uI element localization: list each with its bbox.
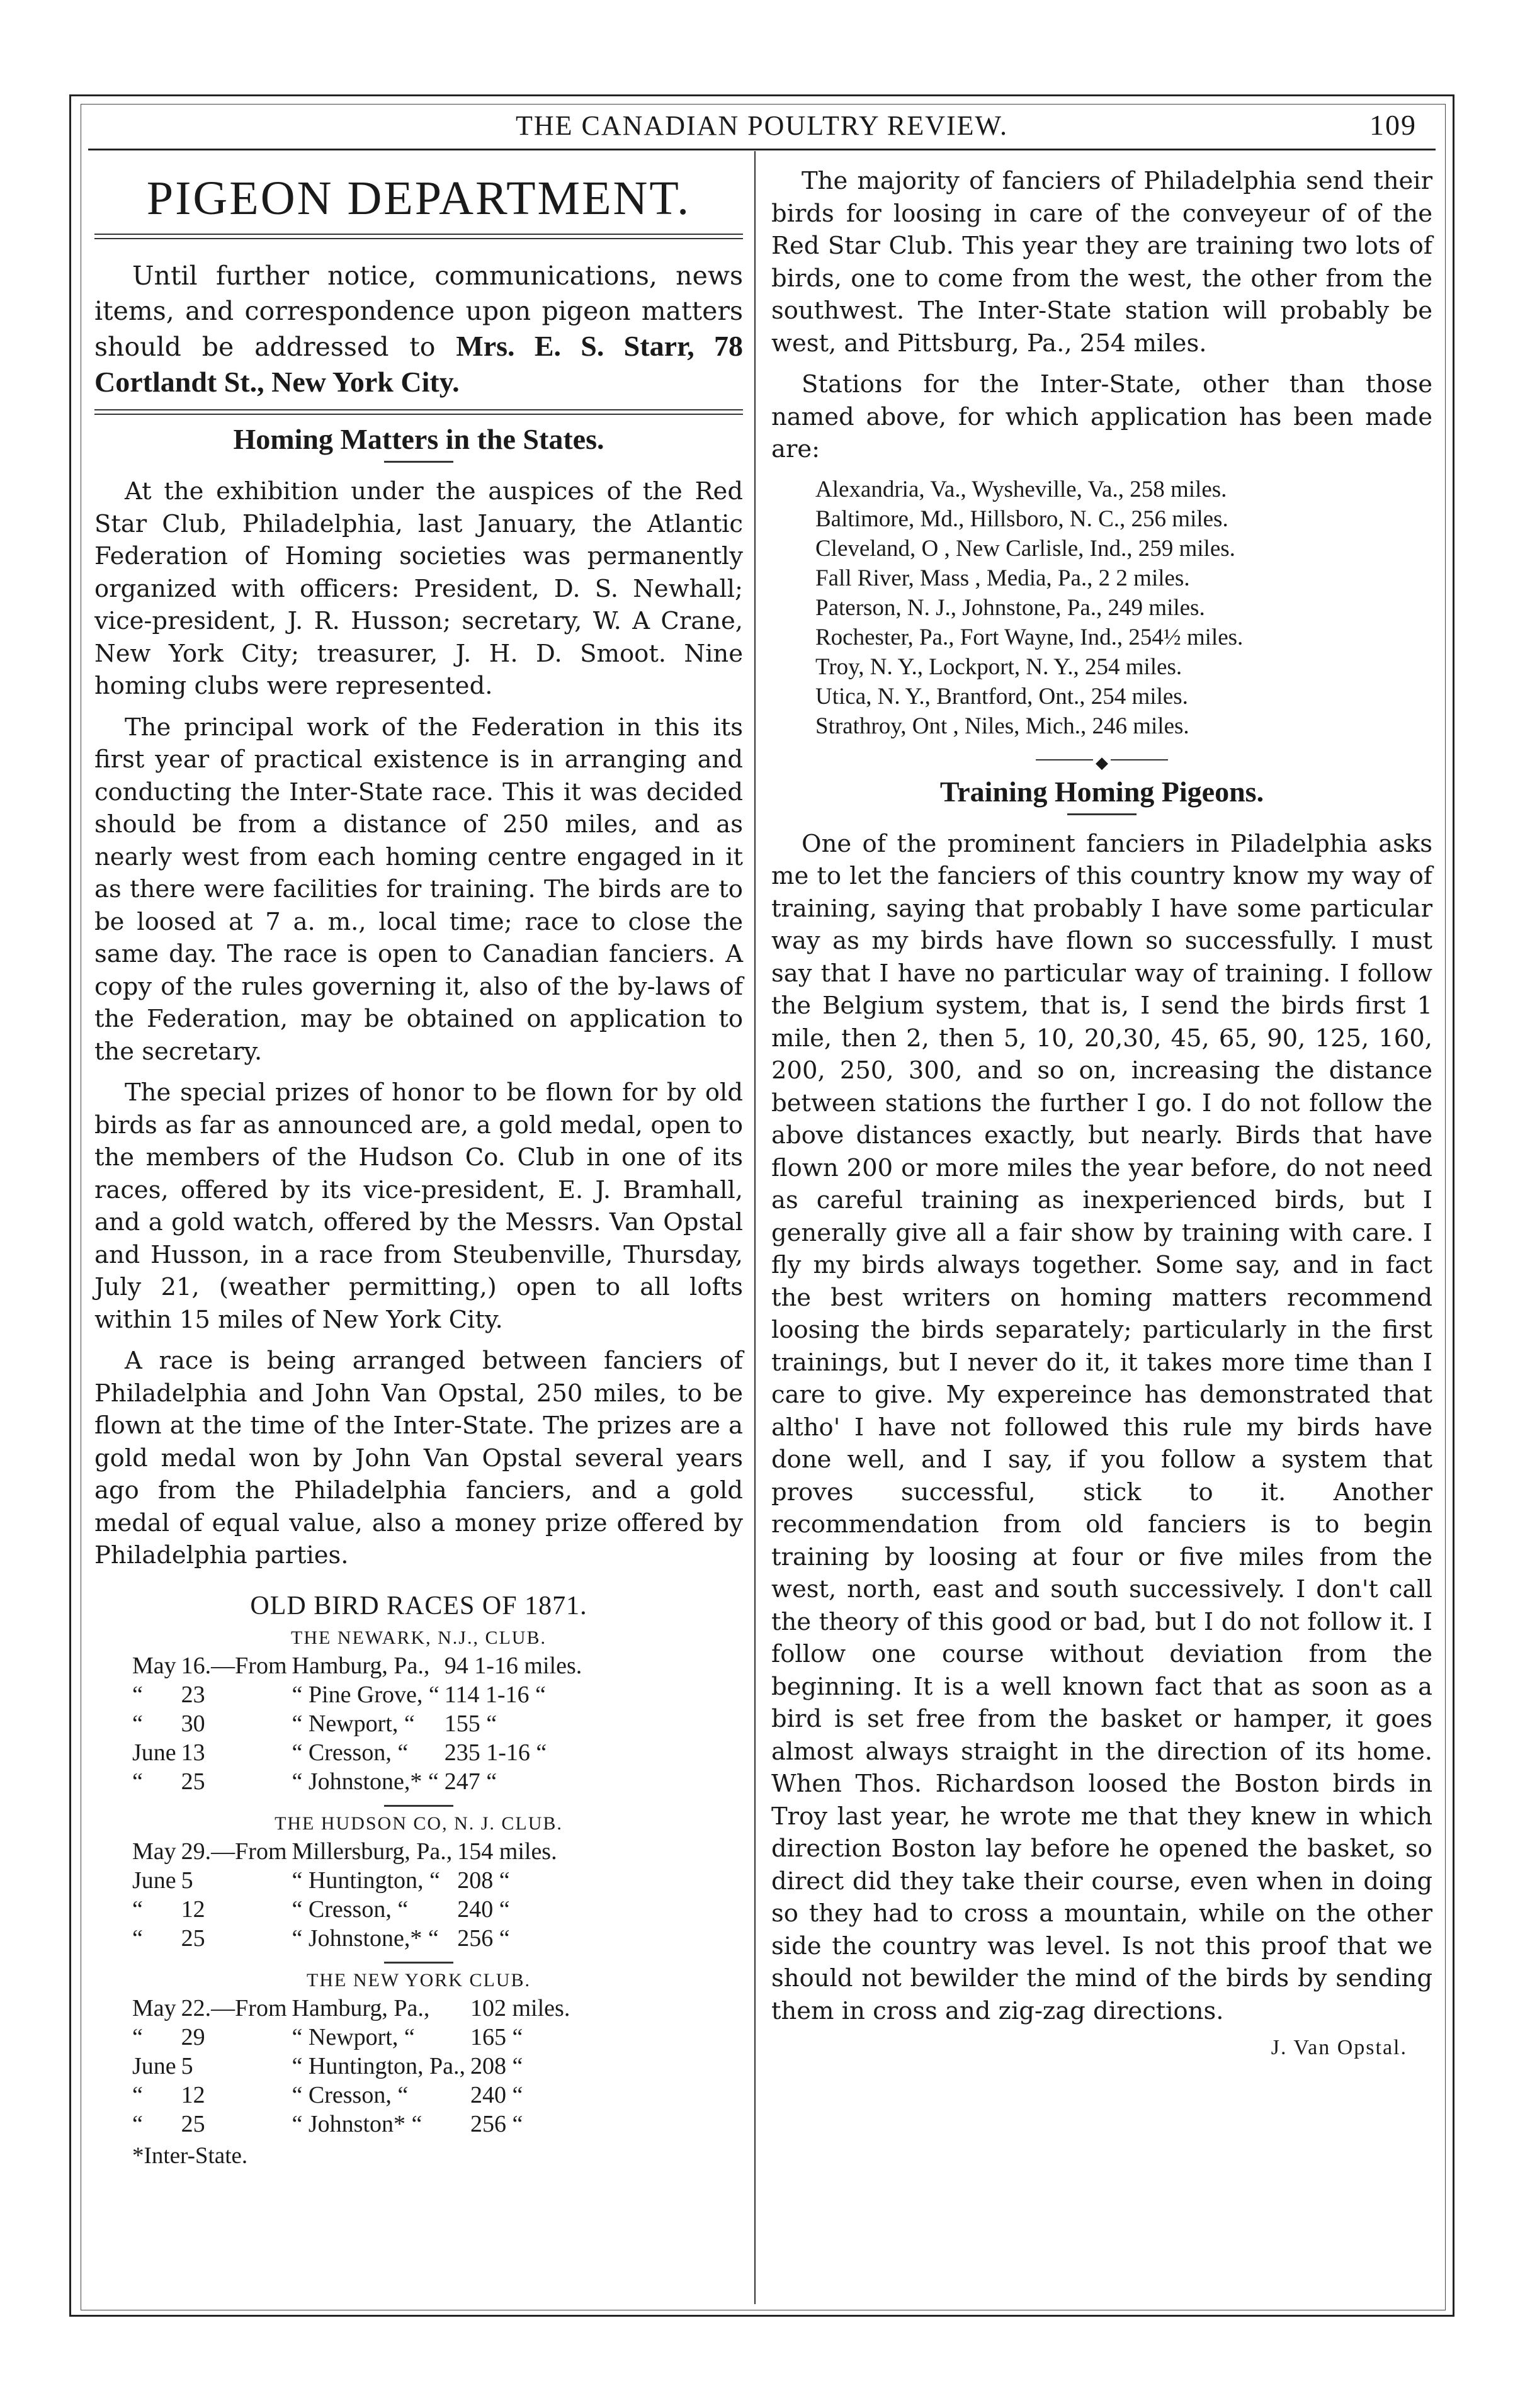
race-cell: 208 “: [470, 2052, 523, 2079]
race-cell: “ Cresson, “: [292, 2081, 409, 2108]
race-cell: “: [132, 1896, 143, 1923]
race-cell: 29.—From: [181, 1838, 287, 1865]
race-cell: “: [132, 2023, 143, 2050]
club-rule: [384, 1962, 453, 1964]
title-double-rule: [94, 234, 743, 239]
race-cell: “ Pine Grove, “: [292, 1681, 439, 1708]
station-item: Cleveland, O , New Carlisle, Ind., 259 miles.: [815, 535, 1235, 562]
race-cell: May: [132, 1994, 176, 2021]
race-cell: “ Newport, “: [292, 1710, 415, 1737]
editorial-notice: [94, 258, 743, 400]
race-row: [132, 1651, 587, 1680]
left-column: [94, 157, 743, 2169]
race-cell: Hamburg, Pa.,: [292, 1652, 430, 1679]
race-row: [132, 2023, 575, 2052]
race-cell: 247 “: [444, 1768, 497, 1795]
race-row: [132, 1924, 562, 1953]
races-title: OLD BIRD RACES OF 1871.: [250, 1591, 587, 1620]
race-cell: 23: [181, 1681, 205, 1708]
race-cell: “: [132, 1681, 143, 1708]
paragraph-special-prizes: The special prizes of honor to be flown for by old birds as far as announced are, a gold medal, open to the members of the Hudson Co. Club in one of its races, offered by its vice-president, E. J. Bramhall, and a gold watch, offered by the Messrs. Van Opstal and Husson, in a race from Steubenville, Thursday, July 21, (weather permitting,) open to all lofts within 15 miles of New York City.: [94, 1078, 743, 1334]
race-row: [132, 1994, 575, 2023]
race-cell: 114 1-16 “: [444, 1681, 546, 1708]
race-cell: Millersburg, Pa.,: [292, 1838, 453, 1865]
race-cell: Hamburg, Pa.,: [292, 1994, 430, 2021]
section-rule: [384, 461, 453, 463]
right-column: [771, 157, 1432, 2060]
race-row: [132, 1680, 587, 1709]
race-cell: “: [132, 1710, 143, 1737]
club-race-tables: [94, 1627, 743, 2139]
race-cell: “ Newport, “: [292, 2023, 415, 2050]
race-cell: 22.—From: [181, 1994, 287, 2021]
footnote-inter-state: *Inter-State.: [132, 2142, 248, 2169]
header-rule: [88, 149, 1436, 150]
paragraph-inter-state: The principal work of the Federation in this its first year of practical existence is in arranging and conducting the Inter-State race. This it was decided should be from a distance of 250 miles, and as nearly west from each homing centre engaged in it as there were facilities for training. The birds are to be loosed at 7 a. m., local time; race to close the same day. The race is open to Canadian fanciers. A copy of the rules governing it, also of the by-laws of the Federation, may be obtained on application to the secretary.: [94, 713, 743, 1066]
race-cell: “: [132, 1925, 143, 1952]
race-row: [132, 1709, 587, 1738]
race-cell: “ Cresson, “: [292, 1896, 409, 1923]
station-item: Troy, N. Y., Lockport, N. Y., 254 miles.: [815, 653, 1182, 680]
department-title: PIGEON DEPARTMENT.: [146, 172, 691, 225]
race-cell: 235 1-16 “: [444, 1739, 547, 1766]
running-head: [88, 106, 1436, 150]
station-item: Baltimore, Md., Hillsboro, N. C., 256 miles.: [815, 506, 1228, 532]
race-cell: “ Johnston* “: [292, 2110, 422, 2137]
race-cell: June: [132, 2052, 176, 2079]
race-cell: June: [132, 1867, 176, 1894]
training-rule: [1067, 813, 1137, 815]
race-cell: “ Huntington, “: [292, 1867, 440, 1894]
notice-text: Until further notice, communications, news items, and correspondence upon pigeon matters should be addressed to: [94, 261, 743, 362]
race-cell: 25: [181, 1768, 205, 1795]
station-item: Utica, N. Y., Brantford, Ont., 254 miles.: [815, 683, 1188, 709]
race-cell: “: [132, 1768, 143, 1795]
race-cell: 29: [181, 2023, 205, 2050]
race-cell: “: [132, 2110, 143, 2137]
signature: J. Van Opstal.: [1271, 2036, 1407, 2059]
race-cell: 12: [181, 2081, 205, 2108]
race-cell: “ Huntington, Pa.,: [292, 2052, 465, 2079]
race-cell: “: [132, 2081, 143, 2108]
station-item: Fall River, Mass , Media, Pa., 2 2 miles.: [815, 565, 1190, 591]
station-item: Paterson, N. J., Johnstone, Pa., 249 miles.: [815, 594, 1205, 621]
paragraph-philadelphia-fanciers: The majority of fanciers of Philadelphia send their birds for loosing in care of the conveyeur of of the Red Star Club. This year they are training two lots of birds, one to come from the west, the other from the southwest. The Inter-State station will probably be west, and Pittsburg, Pa., 254 miles.: [771, 167, 1432, 358]
paragraph-stations-intro: Stations for the Inter-State, other than those named above, for which application has been made are:: [771, 370, 1432, 463]
page-number: 109: [1369, 109, 1417, 141]
race-row: [132, 1738, 587, 1767]
race-cell: 25: [181, 1925, 205, 1952]
race-cell: 240 “: [457, 1896, 510, 1923]
race-table: [132, 1651, 587, 1796]
club-name: THE HUDSON CO, N. J. CLUB.: [275, 1812, 563, 1834]
race-cell: May: [132, 1838, 176, 1865]
race-cell: 154 miles.: [457, 1838, 557, 1865]
race-cell: 165 “: [470, 2023, 523, 2050]
section-title-homing-matters: Homing Matters in the States.: [233, 423, 604, 455]
paragraph-philadelphia-race: A race is being arranged between fanciers of Philadelphia and John Van Opstal, 250 miles, to be flown at the time of the Inter-State. The prizes are a gold medal won by John Van Opstal several years ago from the Philadelphia fanciers, and a gold medal of equal value, also a money prize offered by Philadelphia parties.: [94, 1347, 743, 1569]
race-row: [132, 2052, 575, 2081]
race-table: [132, 1837, 562, 1953]
notice-double-rule: [94, 409, 743, 415]
race-cell: 256 “: [457, 1925, 510, 1952]
paragraph-federation: At the exhibition under the auspices of the Red Star Club, Philadelphia, last January, the Atlantic Federation of Homing societies was permanently organized with officers: President, D. S. Newhall; vice-president, J. R. Husson; secretary, W. A Crane, New York City; treasurer, J. H. D. Smoot. Nine homing clubs were represented.: [94, 477, 743, 700]
journal-title: THE CANADIAN POULTRY REVIEW.: [516, 110, 1008, 141]
race-cell: 208 “: [457, 1867, 510, 1894]
diamond-rule: ◆: [771, 754, 1432, 766]
club-rule: [384, 1805, 453, 1807]
race-cell: “ Johnstone,* “: [292, 1768, 439, 1795]
race-cell: 5: [181, 2052, 193, 2079]
race-cell: 155 “: [444, 1710, 497, 1737]
race-row: [132, 2110, 575, 2139]
race-row: [132, 1767, 587, 1796]
column-divider: [754, 151, 756, 2304]
club-name: THE NEWARK, N.J., CLUB.: [291, 1627, 547, 1648]
race-cell: 13: [181, 1739, 205, 1766]
race-cell: 30: [181, 1710, 205, 1737]
race-cell: May: [132, 1652, 176, 1679]
race-row: [132, 1895, 562, 1924]
race-cell: 94 1-16 miles.: [444, 1652, 582, 1679]
station-item: Rochester, Pa., Fort Wayne, Ind., 254½ miles.: [815, 624, 1244, 650]
race-cell: 25: [181, 2110, 205, 2137]
notice-address: Mrs. E. S. Starr, 78 Cortlandt St., New York City.: [94, 330, 743, 398]
race-cell: June: [132, 1739, 176, 1766]
station-item: Strathroy, Ont , Niles, Mich., 246 miles.: [815, 713, 1189, 739]
race-cell: 102 miles.: [470, 1994, 570, 2021]
race-row: [132, 1866, 562, 1895]
race-cell: 256 “: [470, 2110, 523, 2137]
race-cell: 240 “: [470, 2081, 523, 2108]
race-cell: “ Johnstone,* “: [292, 1925, 439, 1952]
station-item: Alexandria, Va., Wysheville, Va., 258 miles.: [815, 476, 1227, 502]
race-table: [132, 1994, 575, 2139]
race-row: [132, 1837, 562, 1866]
stations-list: [815, 475, 1432, 741]
paragraph-training: One of the prominent fanciers in Piladelphia asks me to let the fanciers of this country know my way of training, saying that probably I have some particular way as my birds have flown so successfully. I must say that I have no particular way of training. I follow the Belgium system, that is, I send the birds first 1 mile, then 2, then 5, 10, 20,30, 45, 65, 90, 125, 160, 200, 250, 300, and so on, increasing the distance between stations the further I go. I do not follow the above distances exactly, but nearly. Birds that have flown 200 or more miles the year before, do not need as careful training as inexperienced birds, but I generally give all a fair show by training with care. I fly my birds always together. Some say, and in fact the best writers on homing matters recommend loosing the birds separately; particularly in the first trainings, but I never do it, it takes more time than I care to give. My expereince has demonstrated that altho' I have not followed this rule my birds have done well, and I say, if you follow a system that proves successful, stick to it. Another recommendation from old fanciers is to begin training by loosing at four or five miles from the west, north, east and south successively. I don't call the theory of this good or bad, but I do not follow it. I follow one course without deviation from the beginning. It is a well known fact that as soon as a bird is set free from the basket or hamper, it goes almost always straight in the direction of its home. When Thos. Richardson loosed the Boston birds in Troy last year, he wrote me that they knew in which direction Boston lay before he opened the basket, so direct did they take their course, even when in doing so they had to cross a mountain, while on the other side the country was level. Is not this proof that we should not bewilder the mind of the birds by sending them in cross and zig-zag directions.: [771, 829, 1432, 2025]
section-title-training: Training Homing Pigeons.: [939, 775, 1264, 808]
club-name: THE NEW YORK CLUB.: [307, 1969, 531, 1991]
race-row: [132, 2081, 575, 2110]
race-cell: “ Cresson, “: [292, 1739, 409, 1766]
race-cell: 5: [181, 1867, 193, 1894]
race-cell: 16.—From: [181, 1652, 287, 1679]
race-cell: 12: [181, 1896, 205, 1923]
